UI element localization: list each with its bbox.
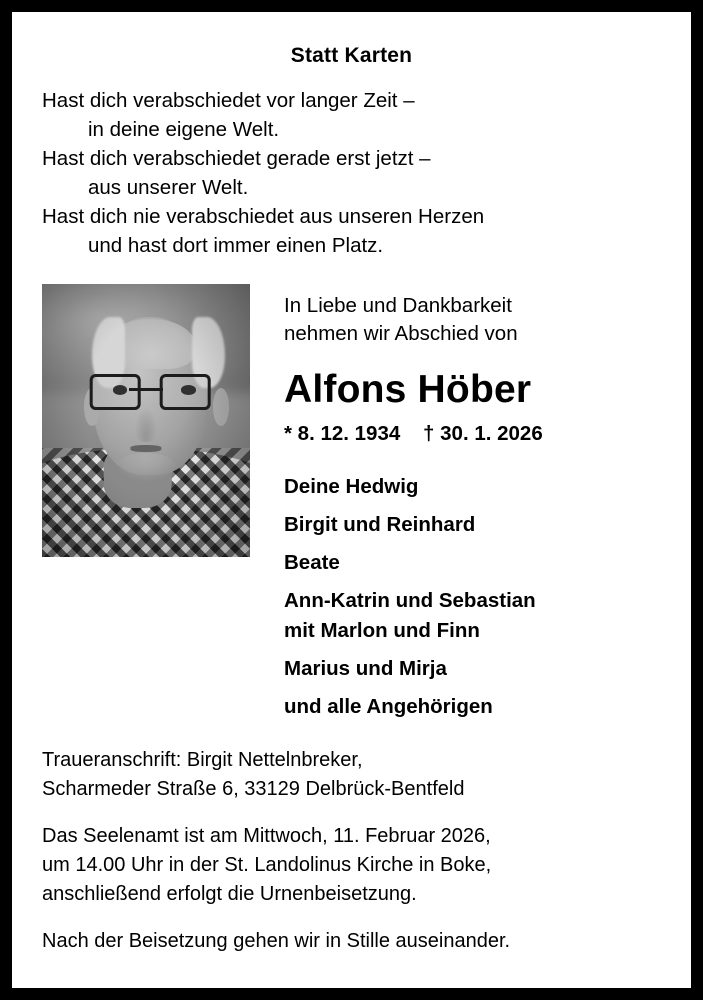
service-line-2: um 14.00 Uhr in der St. Landolinus Kirche in Boke,: [42, 854, 492, 876]
deceased-details: [284, 284, 661, 726]
intro-line-1: In Liebe und Dankbarkeit: [284, 294, 512, 317]
mourning-address: [42, 746, 661, 804]
notice-footer: [42, 746, 661, 956]
address-line-1: Traueranschrift: Birgit Nettelnbreker,: [42, 749, 363, 771]
family-member: Marius und Mirja: [284, 657, 447, 680]
closing-note: Nach der Beisetzung gehen wir in Stille auseinander.: [42, 930, 511, 952]
portrait-photo: [42, 284, 250, 557]
obituary-inner-frame: [12, 12, 691, 988]
family-member: Birgit und Reinhard: [284, 513, 476, 536]
poem-line: und hast dort immer einen Platz.: [88, 234, 384, 257]
intro-text: [284, 292, 661, 348]
poem-line: aus unserer Welt.: [88, 176, 249, 199]
family-list: [284, 468, 661, 726]
family-member: Ann-Katrin und Sebastian: [284, 589, 536, 612]
address-line-2: Scharmeder Straße 6, 33129 Delbrück-Bentfeld: [42, 778, 465, 800]
service-line-3: anschließend erfolgt die Urnenbeisetzung.: [42, 883, 417, 905]
service-line-1: Das Seelenamt ist am Mittwoch, 11. Februar 2026,: [42, 825, 491, 847]
poem-block: [42, 86, 661, 260]
notice-heading: Statt Karten: [290, 44, 413, 67]
family-member: und alle Angehörigen: [284, 695, 493, 718]
family-member: Beate: [284, 551, 340, 574]
poem-line: Hast dich nie verabschiedet aus unseren Herzen: [42, 205, 485, 228]
intro-line-2: nehmen wir Abschied von: [284, 322, 518, 345]
service-details: [42, 822, 661, 909]
portrait-and-text-row: [42, 284, 661, 726]
poem-line: in deine eigene Welt.: [88, 118, 280, 141]
deceased-name: Alfons Höber: [284, 368, 532, 411]
poem-line: Hast dich verabschiedet gerade erst jetzt –: [42, 147, 431, 170]
birth-death-dates: * 8. 12. 1934 † 30. 1. 2026: [284, 422, 543, 445]
poem-line: Hast dich verabschiedet vor langer Zeit –: [42, 89, 415, 112]
family-member: mit Marlon und Finn: [284, 619, 480, 642]
family-member: Deine Hedwig: [284, 475, 419, 498]
